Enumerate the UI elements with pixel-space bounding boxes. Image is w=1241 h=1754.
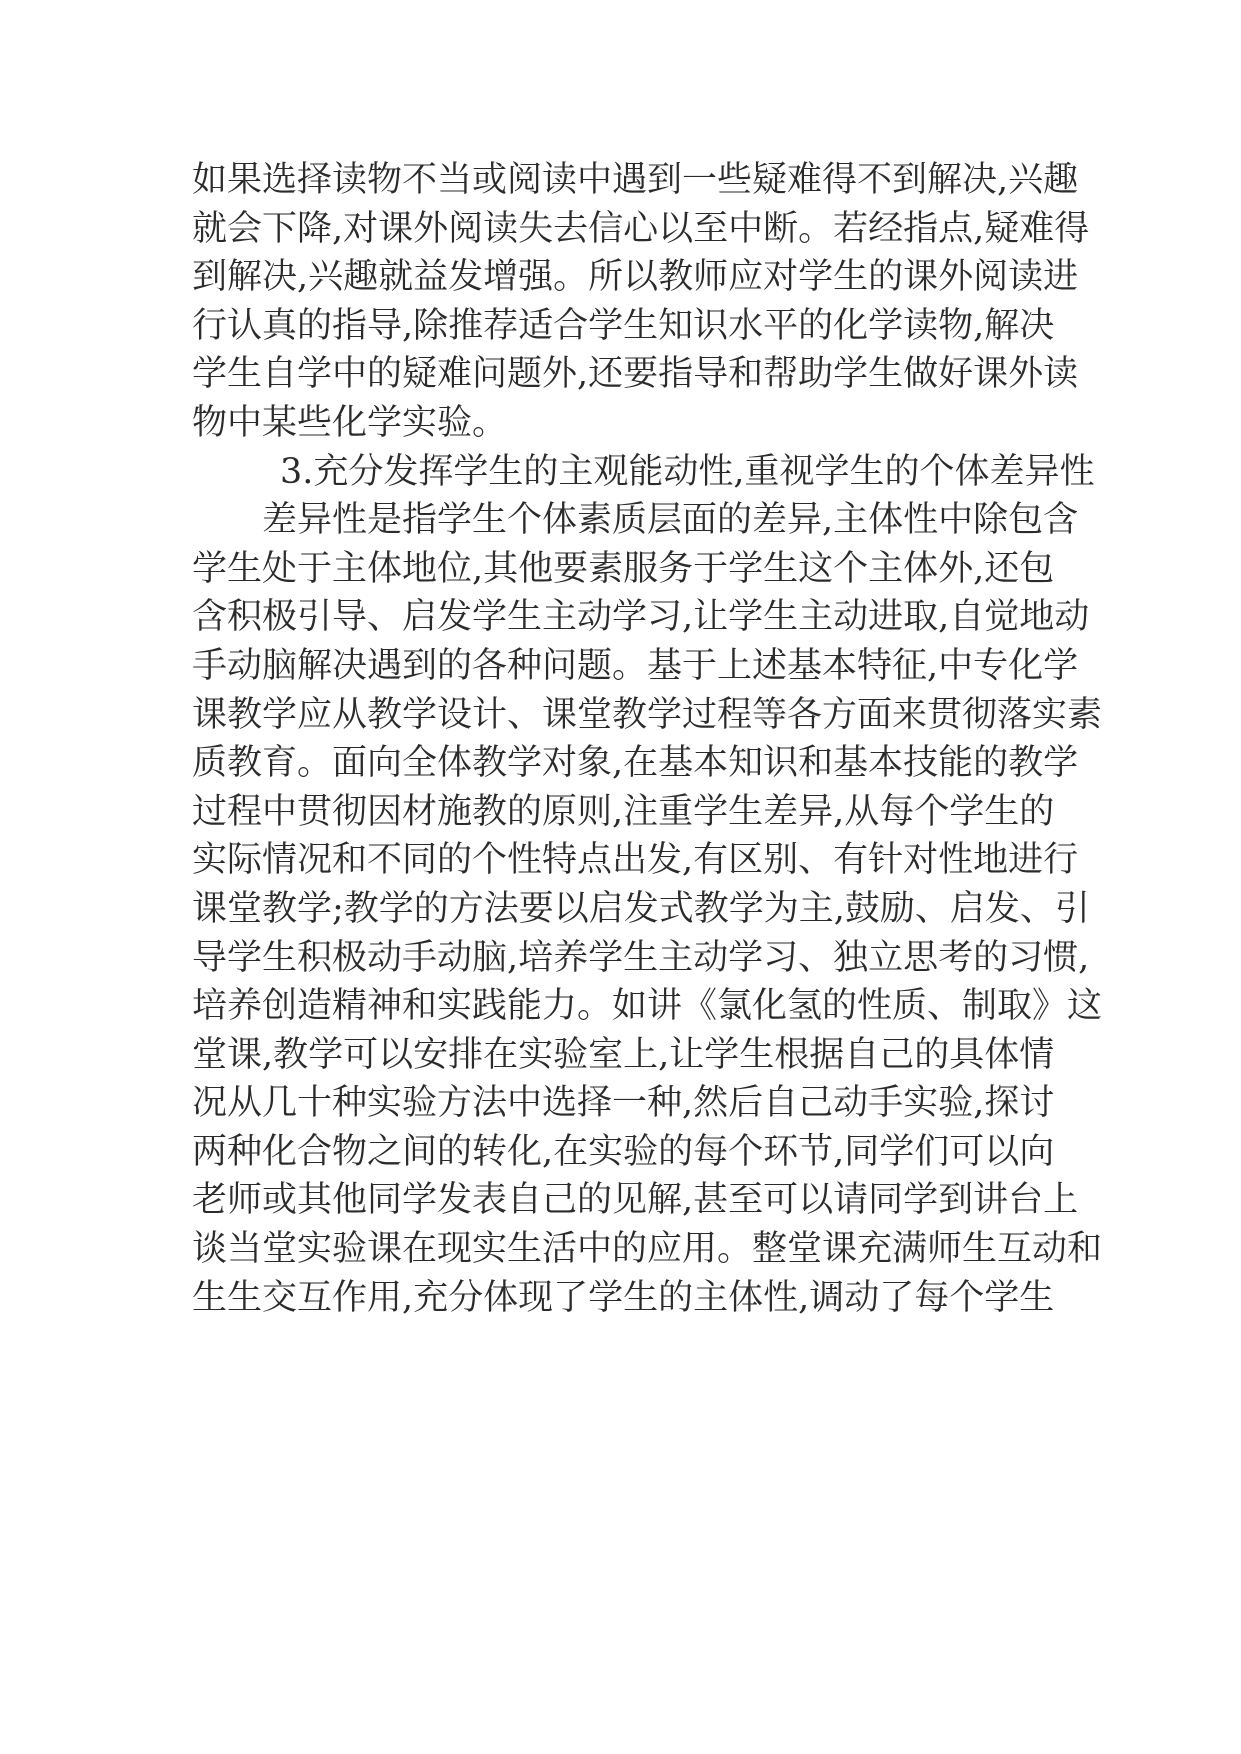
text-line: 行认真的指导,除推荐适合学生知识水平的化学读物,解决 — [192, 305, 1055, 346]
text-line: 两种化合物之间的转化,在实验的每个环节,同学们可以向 — [192, 1131, 1055, 1172]
text-line: 谈当堂实验课在现实生活中的应用。整堂课充满师生互动和 — [192, 1229, 1103, 1270]
text-line: 学生处于主体地位,其他要素服务于学生这个主体外,还包 — [192, 548, 1055, 589]
text-line: 过程中贯彻因材施教的原则,注重学生差异,从每个学生的 — [192, 791, 1055, 832]
text-line: 质教育。面向全体教学对象,在基本知识和基本技能的教学 — [192, 743, 1079, 784]
text-line: 到解决,兴趣就益发增强。所以教师应对学生的课外阅读进 — [192, 257, 1079, 298]
text-line: 老师或其他同学发表自己的见解,甚至可以请同学到讲台上 — [192, 1180, 1079, 1221]
text-line: 导学生积极动手动脑,培养学生主动学习、独立思考的习惯, — [192, 937, 1090, 978]
text-line: 含积极引导、启发学生主动学习,让学生主动进取,自觉地动 — [192, 597, 1090, 638]
text-line: 况从几十种实验方法中选择一种,然后自己动手实验,探讨 — [192, 1083, 1055, 1124]
section-heading: 3.充分发挥学生的主观能动性,重视学生的个体差异性 — [280, 451, 1095, 492]
text-line: 如果选择读物不当或阅读中遇到一些疑难得不到解决,兴趣 — [192, 160, 1079, 200]
text-line: 就会下降,对课外阅读失去信心以至中断。若经指点,疑难得 — [192, 208, 1090, 249]
text-line: 生生交互作用,充分体现了学生的主体性,调动了每个学生 — [192, 1277, 1055, 1318]
text-line: 课教学应从教学设计、课堂教学过程等各方面来贯彻落实素 — [192, 694, 1103, 735]
text-line: 手动脑解决遇到的各种问题。基于上述基本特征,中专化学 — [192, 645, 1079, 686]
text-line: 堂课,教学可以安排在实验室上,让学生根据自己的具体情 — [192, 1034, 1055, 1075]
body-text — [192, 156, 1103, 1322]
text-line: 物中某些化学实验。 — [192, 402, 508, 443]
text-line: 差异性是指学生个体素质层面的差异,主体性中除包含 — [262, 500, 1079, 541]
text-line: 学生自学中的疑难问题外,还要指导和帮助学生做好课外读 — [192, 354, 1079, 395]
text-line: 课堂教学;教学的方法要以启发式教学为主,鼓励、启发、引 — [192, 888, 1090, 929]
text-line: 培养创造精神和实践能力。如讲《氯化氢的性质、制取》这 — [192, 986, 1103, 1027]
text-line: 实际情况和不同的个性特点出发,有区别、有针对性地进行 — [192, 840, 1079, 881]
